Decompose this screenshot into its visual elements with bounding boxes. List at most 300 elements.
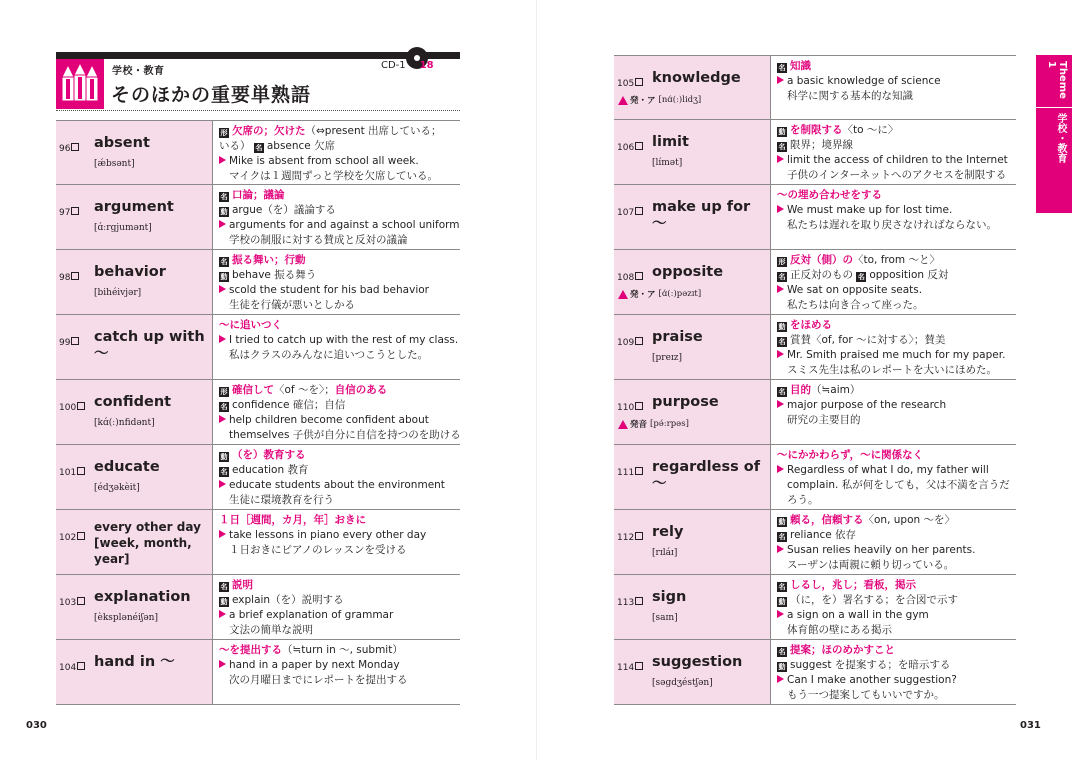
definition-line bbox=[219, 318, 458, 333]
headword: educate bbox=[94, 459, 160, 475]
word-cell bbox=[56, 510, 212, 574]
word-entry bbox=[614, 380, 1016, 445]
example-sentence: help children become confident about bbox=[229, 414, 429, 426]
definition-line bbox=[219, 543, 456, 558]
headword: hand in 〜 bbox=[94, 654, 175, 670]
example-sentence: I tried to catch up with the rest of my class. bbox=[229, 334, 459, 346]
word-cell bbox=[614, 575, 770, 639]
part-of-speech-badge: 名 bbox=[778, 273, 786, 281]
definition-line bbox=[219, 268, 456, 283]
meaning: 〜の埋め合わせをする bbox=[777, 189, 882, 201]
entry-number bbox=[59, 402, 85, 413]
definition-cell bbox=[770, 380, 1016, 444]
example-translation: 生徒を行儀が悪いとしかる bbox=[229, 299, 355, 311]
definition-line bbox=[219, 169, 456, 184]
definition-line bbox=[777, 203, 1012, 218]
example-arrow-icon bbox=[777, 350, 784, 358]
definition-line bbox=[777, 138, 1012, 153]
word-cell bbox=[56, 250, 212, 314]
example-sentence: major purpose of the research bbox=[787, 399, 947, 411]
checkbox-icon[interactable] bbox=[635, 402, 643, 410]
checkbox-icon[interactable] bbox=[635, 142, 643, 150]
definition-line bbox=[219, 413, 461, 428]
headword: catch up with 〜 bbox=[94, 329, 205, 362]
example-translation: 私はクラスのみんなに追いつこうとした。 bbox=[229, 349, 429, 361]
headword: absent bbox=[94, 135, 150, 151]
definition-line bbox=[777, 608, 1012, 623]
word-entry bbox=[56, 380, 460, 445]
part-of-speech-badge: 形 bbox=[778, 258, 786, 266]
example-arrow-icon bbox=[219, 610, 226, 618]
definition-line bbox=[219, 283, 456, 298]
meaning: 振る舞い；行動 bbox=[232, 254, 306, 266]
definition-line bbox=[777, 643, 1012, 658]
pronunciation: [límət] bbox=[652, 158, 683, 168]
pronunciation-note bbox=[618, 418, 689, 430]
pronunciation: [rɪláɪ] bbox=[652, 548, 678, 558]
word-cell bbox=[56, 640, 212, 704]
definition-line bbox=[219, 333, 458, 348]
part-of-speech-badge: 名 bbox=[220, 258, 228, 266]
example-sentence: limit the access of children to the Internet bbox=[787, 154, 1008, 166]
definition-line bbox=[777, 543, 1012, 558]
definition-cell bbox=[770, 445, 1016, 509]
entry-number bbox=[617, 207, 643, 218]
example-translation: 科学に関する基本的な知識 bbox=[787, 90, 913, 102]
definition-line bbox=[777, 168, 1012, 183]
entry-number-text: 107 bbox=[617, 208, 635, 218]
word-cell bbox=[614, 315, 770, 379]
part-of-speech-badge: 動 bbox=[778, 598, 786, 606]
entry-number-text: 112 bbox=[617, 533, 635, 543]
definition-line bbox=[219, 643, 456, 658]
definition-line bbox=[777, 673, 1012, 688]
part-of-speech-badge: 動 bbox=[220, 598, 228, 606]
meaning: 知識 bbox=[790, 60, 811, 72]
entry-number-text: 110 bbox=[617, 403, 635, 413]
checkbox-icon[interactable] bbox=[635, 532, 643, 540]
example-translation: 文法の簡単な説明 bbox=[229, 624, 313, 636]
cd-track-number: 18 bbox=[419, 60, 434, 71]
definition-line bbox=[219, 253, 456, 268]
meaning: 提案；ほのめかすこと bbox=[790, 644, 895, 656]
meaning: １日［週間，カ月，年］おきに bbox=[219, 514, 366, 526]
checkbox-icon[interactable] bbox=[71, 207, 79, 215]
definition-line bbox=[219, 124, 456, 139]
example-sentence: a basic knowledge of science bbox=[787, 75, 941, 87]
definition-line bbox=[777, 578, 1012, 593]
example-translation: 学校の制服に対する賛成と反対の議論 bbox=[229, 234, 408, 246]
definition-line bbox=[219, 398, 461, 413]
definition-line bbox=[777, 493, 1012, 508]
definition-line bbox=[777, 413, 1012, 428]
note-label: 発・ア bbox=[630, 96, 656, 106]
headword: make up for 〜 bbox=[652, 199, 751, 232]
definition-line bbox=[777, 688, 1012, 703]
definition-line bbox=[777, 383, 1012, 398]
part-of-speech-badge: 名 bbox=[778, 338, 786, 346]
example-sentence: take lessons in piano every other day bbox=[229, 529, 427, 541]
part-of-speech-badge: 名 bbox=[220, 468, 228, 476]
entry-number bbox=[59, 143, 79, 154]
example-sentence: Mike is absent from school all week. bbox=[229, 155, 419, 167]
word-cell bbox=[56, 185, 212, 249]
definition-line bbox=[219, 154, 456, 169]
checkbox-icon[interactable] bbox=[77, 532, 85, 540]
definition-line bbox=[219, 493, 456, 508]
definition-cell bbox=[212, 185, 464, 249]
definition-text: 〈of 〜を〉； bbox=[274, 384, 335, 396]
example-sentence: a brief explanation of grammar bbox=[229, 609, 394, 621]
example-sentence: educate students about the environment bbox=[229, 479, 445, 491]
word-entry bbox=[614, 510, 1016, 575]
pronunciation: [saɪn] bbox=[652, 613, 678, 623]
definition-line bbox=[777, 528, 1012, 543]
part-of-speech-badge: 名 bbox=[220, 403, 228, 411]
entry-number bbox=[617, 597, 643, 608]
entry-number bbox=[59, 337, 79, 348]
checkbox-icon[interactable] bbox=[77, 467, 85, 475]
example-translation: 体育館の壁にある掲示 bbox=[787, 624, 892, 636]
meaning: を制限する bbox=[790, 124, 843, 136]
word-entry bbox=[614, 120, 1016, 185]
entry-number-text: 105 bbox=[617, 79, 635, 89]
example-translation: 私たちは遅れを取り戻さなければならない。 bbox=[787, 219, 997, 231]
checkbox-icon[interactable] bbox=[77, 662, 85, 670]
definition-line bbox=[777, 623, 1012, 638]
warning-icon bbox=[618, 290, 628, 299]
definition-cell bbox=[770, 250, 1016, 314]
meaning: 頼る，信頼する bbox=[790, 514, 864, 526]
headword: praise bbox=[652, 329, 703, 345]
checkbox-icon[interactable] bbox=[635, 78, 643, 86]
meaning: 〜に追いつく bbox=[219, 319, 282, 331]
part-of-speech-badge: 名 bbox=[220, 583, 228, 591]
header-bar bbox=[56, 52, 460, 59]
definition-cell bbox=[770, 510, 1016, 574]
example-arrow-icon bbox=[777, 465, 784, 473]
definition-line bbox=[777, 153, 1012, 168]
definition-line bbox=[219, 233, 460, 248]
definition-text: confidence 確信；自信 bbox=[232, 399, 346, 411]
definition-text: 〈on, upon 〜を〉 bbox=[863, 514, 955, 526]
definition-line bbox=[219, 608, 456, 623]
definition-text: behave 振る舞う bbox=[232, 269, 317, 281]
definition-line bbox=[777, 513, 1012, 528]
entry-number-text: 99 bbox=[59, 338, 71, 348]
definition-text: 〈to 〜に〉 bbox=[842, 124, 899, 136]
meaning: 〜を提出する bbox=[219, 644, 282, 656]
definition-line bbox=[219, 513, 456, 528]
definition-line bbox=[777, 74, 1012, 89]
definition-cell bbox=[212, 250, 460, 314]
example-translation: 生徒に環境教育を行う bbox=[229, 494, 334, 506]
entry-number-text: 106 bbox=[617, 143, 635, 153]
definition-text: （⇔present 出席している； bbox=[305, 125, 442, 137]
definition-cell bbox=[212, 640, 460, 704]
definition-text: absence 欠席 bbox=[266, 140, 336, 152]
pronunciation: [ɑ́ːrgjumənt] bbox=[94, 223, 152, 233]
pronunciation: [nɑ́(ː)lidʒ] bbox=[658, 95, 702, 105]
example-arrow-icon bbox=[777, 205, 784, 213]
definition-line bbox=[219, 658, 456, 673]
definition-text: explain（を）説明する bbox=[232, 594, 344, 606]
entry-number bbox=[617, 662, 643, 673]
example-arrow-icon bbox=[219, 530, 226, 538]
entry-number-text: 96 bbox=[59, 144, 71, 154]
part-of-speech-badge: 動 bbox=[220, 273, 228, 281]
definition-line bbox=[777, 398, 1012, 413]
example-translation: 私たちは向き合って座った。 bbox=[787, 299, 924, 311]
pronunciation: [ǽbsənt] bbox=[94, 159, 135, 169]
definition-line bbox=[777, 448, 1012, 463]
definition-line bbox=[777, 363, 1012, 378]
meaning: 自信のある bbox=[334, 384, 388, 396]
entry-number bbox=[59, 662, 85, 673]
definition-text: opposition 反対 bbox=[869, 269, 949, 281]
checkbox-icon[interactable] bbox=[77, 597, 85, 605]
word-cell bbox=[614, 185, 770, 249]
example-arrow-icon bbox=[777, 400, 784, 408]
note-label: 発・ア bbox=[630, 290, 656, 300]
definition-cell bbox=[212, 575, 460, 639]
pronunciation: [kɑ́(ː)nfidənt] bbox=[94, 418, 155, 428]
part-of-speech-badge: 名 bbox=[778, 143, 786, 151]
example-translation: スーザンは両親に頼り切っている。 bbox=[787, 559, 955, 571]
example-sentence: We sat on opposite seats. bbox=[787, 284, 923, 296]
definition-text: いる） bbox=[219, 140, 251, 152]
part-of-speech-badge: 形 bbox=[220, 129, 228, 137]
definition-line bbox=[219, 139, 456, 154]
example-arrow-icon bbox=[777, 76, 784, 84]
pronunciation: [pə́ːrpəs] bbox=[650, 419, 689, 429]
example-sentence: Regardless of what I do, my father will bbox=[787, 464, 989, 476]
example-arrow-icon bbox=[219, 335, 226, 343]
example-translation: ろう。 bbox=[787, 494, 819, 506]
definition-line bbox=[777, 298, 1012, 313]
definition-line bbox=[219, 528, 456, 543]
definition-cell bbox=[212, 380, 465, 444]
header-divider bbox=[56, 110, 460, 111]
definition-line bbox=[777, 593, 1012, 608]
definition-line bbox=[777, 333, 1012, 348]
part-of-speech-badge: 動 bbox=[220, 453, 228, 461]
word-cell bbox=[56, 315, 212, 379]
entry-number-text: 104 bbox=[59, 663, 77, 673]
checkbox-icon[interactable] bbox=[635, 597, 643, 605]
definition-line bbox=[777, 318, 1012, 333]
definition-cell bbox=[770, 315, 1016, 379]
meaning: 説明 bbox=[232, 579, 253, 591]
entry-number-text: 102 bbox=[59, 533, 77, 543]
example-translation: １日おきにピアノのレッスンを受ける bbox=[229, 544, 407, 556]
headword: behavior bbox=[94, 264, 166, 280]
pronunciation: [èksplənéiʃən] bbox=[94, 613, 158, 623]
example-sentence: Can I make another suggestion? bbox=[787, 674, 957, 686]
entry-number-text: 108 bbox=[617, 273, 635, 283]
definition-line bbox=[219, 203, 460, 218]
example-sentence: arguments for and against a school uniform bbox=[229, 219, 460, 231]
checkbox-icon[interactable] bbox=[635, 467, 643, 475]
entry-number bbox=[617, 337, 643, 348]
entry-number-text: 98 bbox=[59, 273, 71, 283]
note-label: 発音 bbox=[630, 420, 648, 430]
definition-line bbox=[777, 89, 1012, 104]
pronunciation: [səgdʒéstʃən] bbox=[652, 678, 713, 688]
headword: purpose bbox=[652, 394, 719, 410]
example-arrow-icon bbox=[777, 610, 784, 618]
definition-line bbox=[219, 463, 456, 478]
definition-line bbox=[777, 218, 1012, 233]
part-of-speech-badge: 名 bbox=[778, 583, 786, 591]
word-entry bbox=[56, 445, 460, 510]
word-entry bbox=[56, 510, 460, 575]
definition-line bbox=[219, 428, 461, 443]
entry-number-text: 114 bbox=[617, 663, 635, 673]
definition-text: （に，を）署名する；を合図で示す bbox=[790, 594, 958, 606]
definition-text: reliance 依存 bbox=[790, 529, 857, 541]
word-entry bbox=[56, 185, 460, 250]
word-entry bbox=[614, 185, 1016, 250]
entry-number bbox=[617, 272, 643, 283]
definition-cell bbox=[770, 575, 1016, 639]
example-sentence: Mr. Smith praised me much for my paper. bbox=[787, 349, 1006, 361]
definition-text: 〈to, from 〜と〉 bbox=[853, 254, 940, 266]
part-of-speech-badge: 形 bbox=[220, 388, 228, 396]
pronunciation: [bihéivjər] bbox=[94, 288, 142, 298]
theme-label: Theme 1 bbox=[1046, 61, 1068, 99]
entry-number bbox=[617, 142, 643, 153]
definition-line bbox=[219, 188, 460, 203]
entry-number-text: 113 bbox=[617, 598, 635, 608]
headword: every other day [week, month, year] bbox=[94, 520, 201, 566]
definition-line bbox=[777, 253, 1012, 268]
part-of-speech-badge: 名 bbox=[778, 64, 786, 72]
entry-number bbox=[59, 467, 85, 478]
checkbox-icon[interactable] bbox=[77, 402, 85, 410]
checkbox-icon[interactable] bbox=[635, 207, 643, 215]
example-sentence: hand in a paper by next Monday bbox=[229, 659, 400, 671]
pronunciation-note bbox=[618, 94, 701, 106]
entry-number-text: 109 bbox=[617, 338, 635, 348]
example-arrow-icon bbox=[219, 156, 226, 164]
definition-text: （≒turn in 〜, submit） bbox=[282, 644, 403, 656]
definition-line bbox=[777, 478, 1012, 493]
cd-label: CD-1 bbox=[381, 60, 406, 71]
part-of-speech-badge: 動 bbox=[778, 323, 786, 331]
part-of-speech-badge: 名 bbox=[778, 648, 786, 656]
part-of-speech-badge: 動 bbox=[778, 128, 786, 136]
word-cell bbox=[56, 121, 212, 184]
example-translation: もう一つ提案してもいいですか。 bbox=[787, 689, 945, 701]
word-list-left bbox=[56, 120, 460, 705]
example-translation: マイクは１週間ずっと学校を欠席している。 bbox=[229, 170, 438, 182]
meaning: 確信して bbox=[232, 384, 274, 396]
entry-number-text: 101 bbox=[59, 468, 77, 478]
definition-line bbox=[777, 283, 1012, 298]
pronunciation-note bbox=[618, 288, 701, 300]
example-translation: スミス先生は私のレポートを大いにほめた。 bbox=[787, 364, 997, 376]
definition-cell bbox=[770, 56, 1016, 119]
meaning: 〜にかかわらず，〜に関係なく bbox=[777, 449, 924, 461]
word-cell bbox=[56, 380, 212, 444]
example-arrow-icon bbox=[219, 285, 226, 293]
checkbox-icon[interactable] bbox=[635, 337, 643, 345]
word-entry bbox=[614, 250, 1016, 315]
warning-icon bbox=[618, 420, 628, 429]
word-entry bbox=[614, 315, 1016, 380]
checkbox-icon[interactable] bbox=[71, 337, 79, 345]
example-arrow-icon bbox=[219, 415, 226, 423]
meaning: しるし，兆し；看板，掲示 bbox=[790, 579, 916, 591]
word-entry bbox=[56, 120, 460, 185]
entry-number bbox=[617, 402, 643, 413]
definition-text: education 教育 bbox=[232, 464, 309, 476]
page-number-left: 030 bbox=[26, 720, 47, 731]
page-number-right: 031 bbox=[1020, 720, 1041, 731]
meaning: （を）教育する bbox=[232, 449, 306, 461]
definition-cell bbox=[212, 121, 460, 184]
definition-line bbox=[777, 463, 1012, 478]
checkbox-icon[interactable] bbox=[71, 143, 79, 151]
word-cell bbox=[614, 56, 770, 119]
checkbox-icon[interactable] bbox=[635, 662, 643, 670]
example-arrow-icon bbox=[219, 660, 226, 668]
definition-line bbox=[219, 383, 461, 398]
checkbox-icon[interactable] bbox=[71, 272, 79, 280]
example-arrow-icon bbox=[219, 220, 226, 228]
part-of-speech-badge: 動 bbox=[220, 208, 228, 216]
entry-number-text: 100 bbox=[59, 403, 77, 413]
part-of-speech-badge: 名 bbox=[857, 273, 865, 281]
headword: regardless of 〜 bbox=[652, 459, 761, 492]
definition-text: 賞賛〈of, for 〜に対する〉；賛美 bbox=[790, 334, 946, 346]
checkbox-icon[interactable] bbox=[635, 272, 643, 280]
definition-line bbox=[219, 673, 456, 688]
example-arrow-icon bbox=[777, 545, 784, 553]
word-cell bbox=[614, 640, 770, 704]
entry-number-text: 97 bbox=[59, 208, 71, 218]
entry-number-text: 111 bbox=[617, 468, 635, 478]
example-sentence: Susan relies heavily on her parents. bbox=[787, 544, 976, 556]
theme-tab-divider bbox=[1036, 107, 1072, 108]
entry-number bbox=[617, 467, 643, 478]
example-arrow-icon bbox=[219, 480, 226, 488]
theme-tab[interactable] bbox=[1036, 55, 1072, 213]
definition-line bbox=[777, 59, 1012, 74]
definition-cell bbox=[770, 120, 1016, 184]
headword: knowledge bbox=[652, 70, 741, 86]
example-sentence: a sign on a wall in the gym bbox=[787, 609, 929, 621]
definition-line bbox=[777, 658, 1012, 673]
example-translation: 研究の主要目的 bbox=[787, 414, 861, 426]
definition-cell bbox=[212, 445, 460, 509]
example-translation: 次の月曜日までにレポートを提出する bbox=[229, 674, 408, 686]
definition-text: （≒aim） bbox=[811, 384, 861, 396]
word-cell bbox=[614, 120, 770, 184]
part-of-speech-badge: 名 bbox=[778, 388, 786, 396]
word-list-right bbox=[614, 55, 1016, 705]
theme-category: 学校・教育 bbox=[1055, 113, 1066, 163]
part-of-speech-badge: 動 bbox=[778, 518, 786, 526]
definition-cell bbox=[212, 510, 460, 574]
word-cell bbox=[56, 575, 212, 639]
definition-line bbox=[777, 268, 1012, 283]
meaning: をほめる bbox=[790, 319, 832, 331]
pronunciation: [édʒəkèit] bbox=[94, 483, 140, 493]
pronunciation: [ɑ́(ː)pəzɪt] bbox=[658, 289, 702, 299]
definition-line bbox=[219, 218, 460, 233]
